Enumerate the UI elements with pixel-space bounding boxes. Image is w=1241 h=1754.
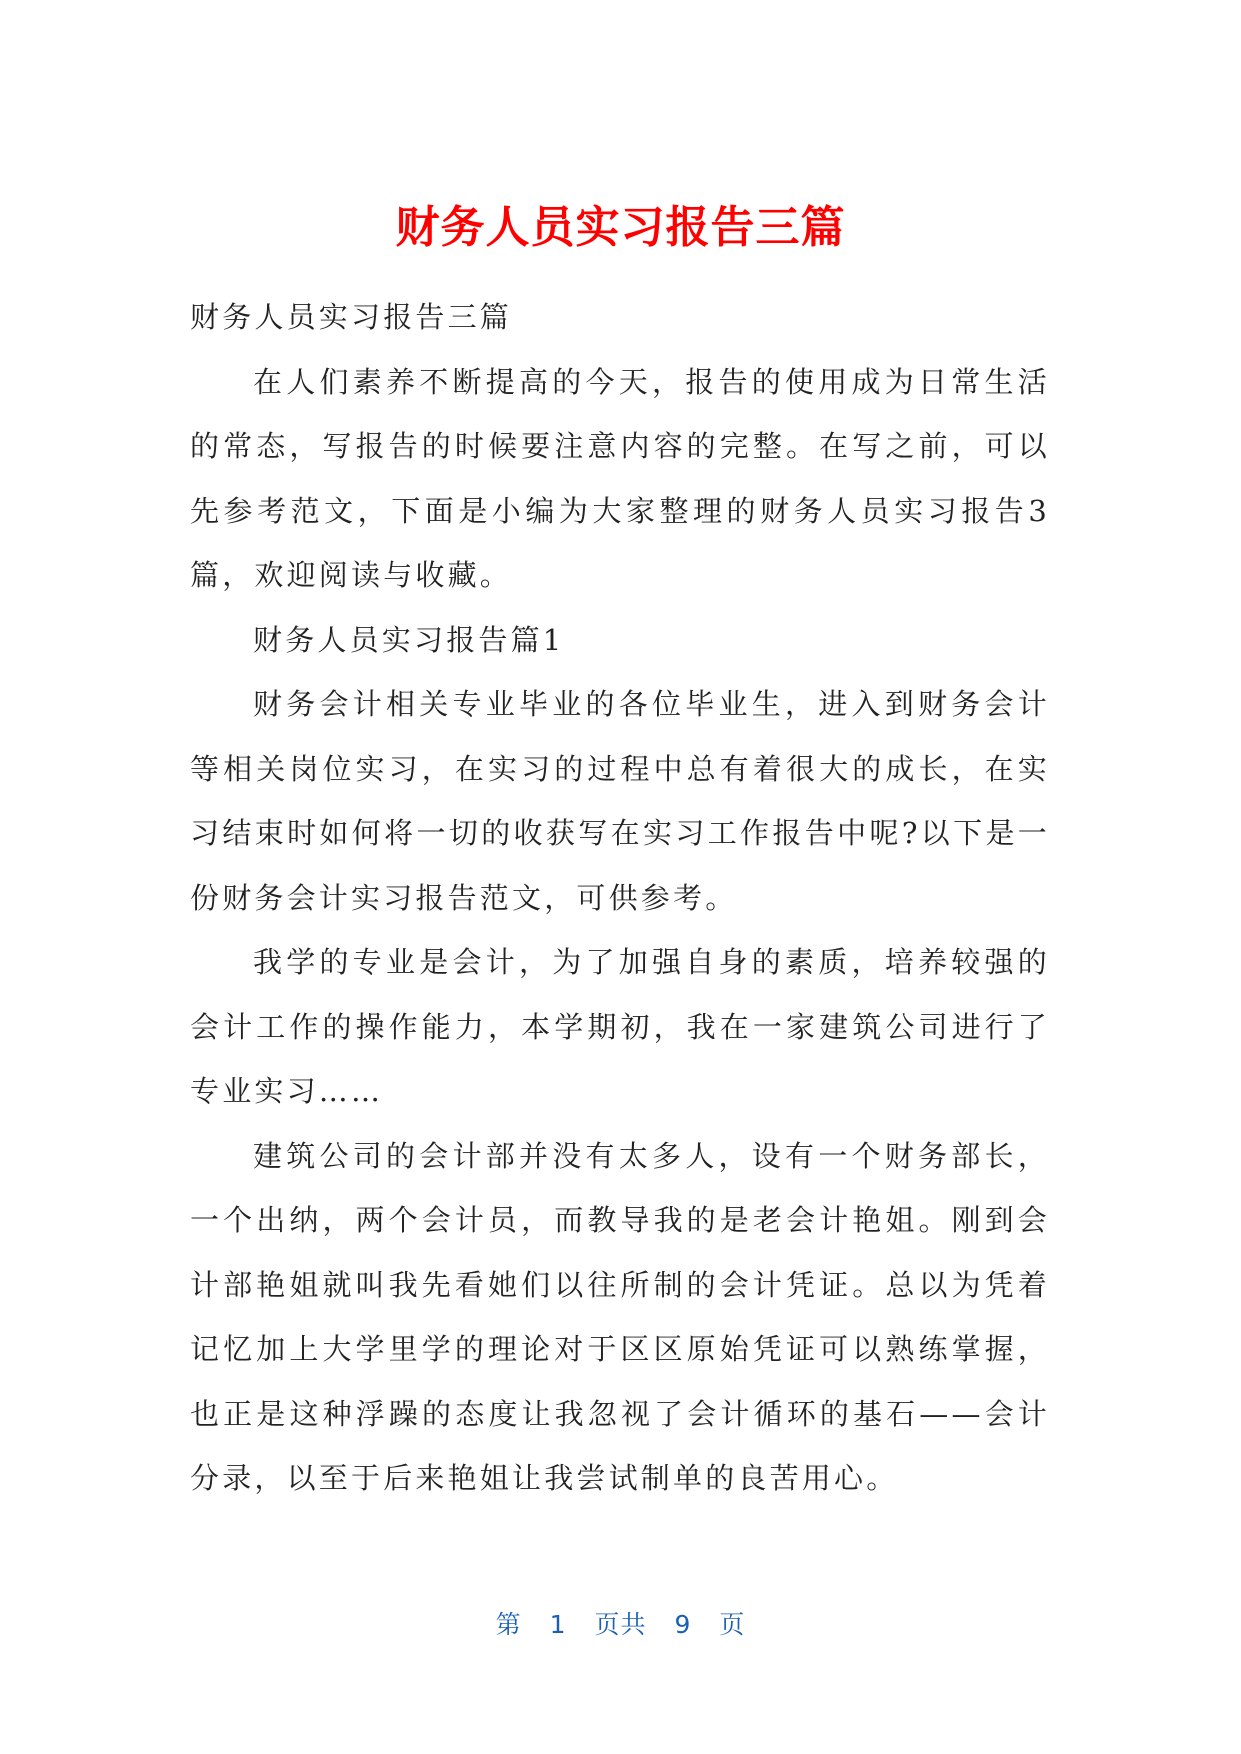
page-prefix: 第 — [495, 1610, 522, 1639]
body-paragraph: 我学的专业是会计，为了加强自身的素质，培养较强的会计工作的操作能力，本学期初，我在一家建筑公司进行了专业实习…… — [190, 945, 1050, 1108]
subtitle-paragraph: 财务人员实习报告三篇 — [190, 300, 513, 334]
section-heading: 财务人员实习报告篇1 — [253, 622, 565, 657]
body-paragraph: 建筑公司的会计部并没有太多人，设有一个财务部长，一个出纳，两个会计员，而教导我的是老会计艳姐。刚到会计部艳姐就叫我先看她们以往所制的会计凭证。总以为凭着记忆加上大学里学的理论对于区区原始凭证可以熟练掌握，也正是这种浮躁的态度让我忽视了会计循环的基石——会计分录，以至于后来艳姐让我尝试制单的良苦用心。 — [190, 1138, 1050, 1495]
page-footer — [0, 1608, 1241, 1642]
page-middle-text: 页共 — [594, 1610, 647, 1639]
current-page-number: 1 — [549, 1610, 567, 1639]
document-title: 财务人员实习报告三篇 — [395, 202, 846, 253]
body-paragraph: 财务会计相关专业毕业的各位毕业生，进入到财务会计等相关岗位实习，在实习的过程中总有着很大的成长，在实习结束时如何将一切的收获写在实习工作报告中呢?以下是一份财务会计实习报告范文，可供参考。 — [190, 687, 1050, 915]
document-body — [190, 285, 1050, 1511]
page-suffix: 页 — [719, 1610, 746, 1639]
intro-paragraph: 在人们素养不断提高的今天，报告的使用成为日常生活的常态，写报告的时候要注意内容的完整。在写之前，可以先参考范文，下面是小编为大家整理的财务人员实习报告3篇，欢迎阅读与收藏。 — [190, 364, 1050, 592]
total-pages-number: 9 — [674, 1610, 692, 1639]
